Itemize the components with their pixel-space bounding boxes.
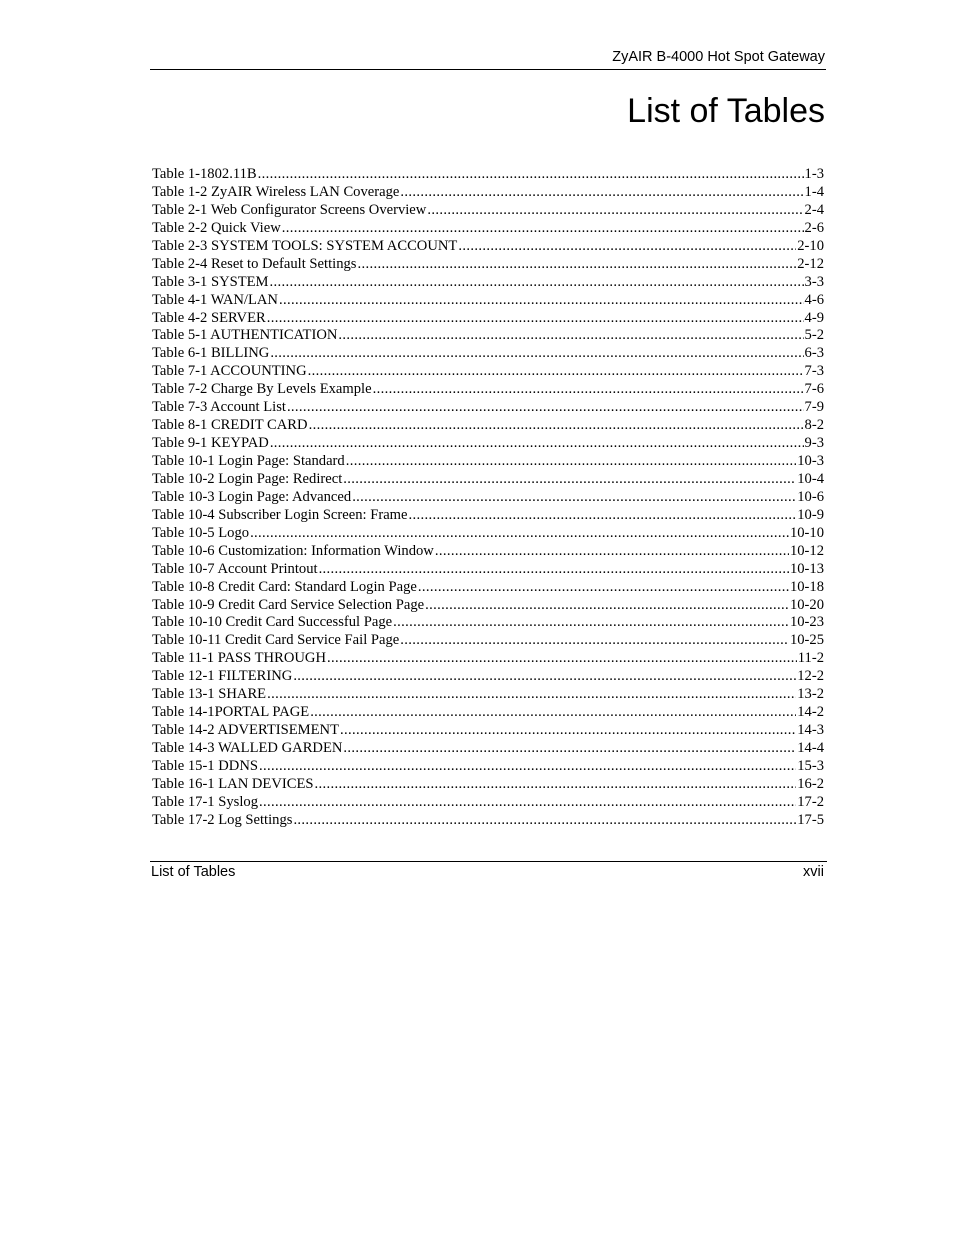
- dot-leader: [270, 435, 804, 453]
- toc-entry-label: Table 17-2 Log Settings: [152, 811, 293, 828]
- footer-section-name: List of Tables: [151, 864, 236, 880]
- toc-entry-label: Table 11-1 PASS THROUGH: [152, 650, 326, 667]
- toc-entry[interactable]: [152, 632, 824, 650]
- toc-entry[interactable]: [152, 399, 824, 417]
- toc-entry[interactable]: [152, 166, 824, 184]
- toc-entry[interactable]: [152, 668, 824, 686]
- toc-entry[interactable]: [152, 597, 824, 615]
- toc-entry[interactable]: [152, 256, 824, 274]
- dot-leader: [282, 220, 804, 238]
- toc-entry-label: Table 6-1 BILLING: [152, 345, 270, 362]
- toc-entry-page: 8-2: [804, 417, 824, 434]
- toc-entry-page: 10-13: [789, 560, 824, 577]
- toc-entry-page: 16-2: [797, 775, 824, 792]
- toc-entry-page: 1-3: [804, 166, 824, 182]
- toc-entry[interactable]: [152, 435, 824, 453]
- toc-entry-label: Table 2-2 Quick View: [152, 219, 281, 236]
- dot-leader: [458, 238, 796, 256]
- dot-leader: [400, 632, 789, 650]
- toc-entry[interactable]: [152, 363, 824, 381]
- toc-entry-label: Table 2-4 Reset to Default Settings: [152, 255, 357, 272]
- toc-entry[interactable]: [152, 722, 824, 740]
- toc-entry-label: Table 7-3 Account List: [152, 399, 286, 416]
- toc-entry-label: Table 10-5 Logo: [152, 524, 250, 541]
- toc-entry[interactable]: [152, 417, 824, 435]
- dot-leader: [310, 704, 796, 722]
- toc-entry[interactable]: [152, 220, 824, 238]
- toc-entry-label: Table 4-1 WAN/LAN: [152, 291, 278, 308]
- toc-entry-page: 10-10: [789, 524, 824, 541]
- toc-entry-page: 2-12: [797, 255, 824, 272]
- dot-leader: [352, 489, 796, 507]
- dot-leader: [435, 543, 789, 561]
- toc-entry-page: 4-9: [804, 309, 824, 326]
- page-title: List of Tables: [627, 92, 825, 130]
- toc-entry-page: 11-2: [797, 650, 824, 667]
- toc-entry-label: Table 14-2 ADVERTISEMENT: [152, 722, 339, 739]
- toc-entry-label: Table 10-9 Credit Card Service Selection Page: [152, 596, 425, 613]
- dot-leader: [338, 327, 803, 345]
- toc-entry[interactable]: [152, 507, 824, 525]
- toc-entry-page: 14-4: [797, 740, 824, 756]
- toc-entry-label: Table 10-7 Account Printout: [152, 560, 318, 577]
- toc-entry-label: Table 16-1 LAN DEVICES: [152, 775, 314, 792]
- toc-entry[interactable]: [152, 579, 824, 597]
- dot-leader: [270, 345, 803, 363]
- dot-leader: [373, 381, 804, 399]
- dot-leader: [309, 417, 804, 435]
- toc-entry-page: 13-2: [797, 686, 824, 703]
- dot-leader: [259, 758, 796, 776]
- toc-entry[interactable]: [152, 614, 824, 632]
- dot-leader: [343, 471, 796, 489]
- toc-entry[interactable]: [152, 776, 824, 794]
- dot-leader: [319, 561, 789, 579]
- toc-entry-label: Table 9-1 KEYPAD: [152, 435, 269, 452]
- dot-leader: [357, 256, 796, 274]
- toc-entry-label: Table 10-10 Credit Card Successful Page: [152, 614, 393, 631]
- toc-entry-label: Table 2-1 Web Configurator Screens Overview: [152, 201, 427, 218]
- dot-leader: [287, 399, 804, 417]
- toc-entry-page: 15-3: [797, 757, 824, 774]
- dot-leader: [293, 812, 796, 830]
- dot-leader: [270, 274, 804, 292]
- toc-entry-page: 5-2: [804, 327, 824, 344]
- toc-entry-label: Table 10-3 Login Page: Advanced: [152, 488, 352, 505]
- toc-entry-label: Table 10-4 Subscriber Login Screen: Frame: [152, 506, 408, 523]
- toc-entry[interactable]: [152, 794, 824, 812]
- dot-leader: [340, 722, 796, 740]
- toc-entry[interactable]: [152, 812, 824, 830]
- dot-leader: [393, 614, 789, 632]
- toc-entry-page: 17-2: [797, 793, 824, 810]
- toc-entry[interactable]: [152, 543, 824, 561]
- dot-leader: [267, 310, 804, 328]
- toc-entry-label: Table 7-1 ACCOUNTING: [152, 363, 307, 380]
- toc-entry-page: 10-9: [797, 506, 824, 523]
- toc-entry-label: Table 4-2 SERVER: [152, 309, 266, 326]
- toc-entry[interactable]: [152, 274, 824, 292]
- toc-entry[interactable]: [152, 310, 824, 328]
- toc-entry[interactable]: [152, 327, 824, 345]
- toc-entry-page: 14-3: [797, 722, 824, 739]
- toc-entry-page: 1-4: [804, 183, 824, 200]
- toc-entry-label: Table 14-3 WALLED GARDEN: [152, 740, 343, 756]
- dot-leader: [279, 292, 804, 310]
- toc-entry-label: Table 3-1 SYSTEM: [152, 273, 269, 290]
- toc-entry-label: Table 10-6 Customization: Information Window: [152, 542, 434, 559]
- toc-entry-label: Table 8-1 CREDIT CARD: [152, 417, 308, 434]
- toc-entry-page: 7-9: [804, 399, 824, 416]
- toc-entry-label: Table 15-1 DDNS: [152, 757, 258, 774]
- toc-entry-label: Table 10-1 Login Page: Standard: [152, 453, 345, 469]
- toc-entry-page: 10-25: [789, 632, 824, 649]
- dot-leader: [346, 453, 797, 471]
- toc-entry-page: 12-2: [797, 668, 824, 685]
- toc-entry-page: 10-12: [789, 542, 824, 559]
- toc-entry-page: 10-4: [797, 470, 824, 487]
- toc-entry-label: Table 10-2 Login Page: Redirect: [152, 470, 343, 487]
- toc-entry-page: 2-10: [797, 237, 824, 254]
- toc-entry[interactable]: [152, 740, 824, 758]
- dot-leader: [258, 166, 804, 184]
- toc-entry-page: 10-6: [797, 488, 824, 505]
- toc-entry-label: Table 12-1 FILTERING: [152, 668, 293, 685]
- toc-entry[interactable]: [152, 184, 824, 202]
- toc-entry-page: 17-5: [797, 811, 824, 828]
- dot-leader: [259, 794, 796, 812]
- toc-entry[interactable]: [152, 238, 824, 256]
- dot-leader: [308, 363, 804, 381]
- dot-leader: [267, 686, 796, 704]
- toc-entry-label: Table 17-1 Syslog: [152, 793, 258, 810]
- toc-entry[interactable]: [152, 489, 824, 507]
- toc-entry-page: 7-6: [804, 381, 824, 398]
- toc-entry-page: 3-3: [804, 273, 824, 290]
- toc-entry[interactable]: [152, 686, 824, 704]
- dot-leader: [293, 668, 796, 686]
- toc-entry-label: Table 7-2 Charge By Levels Example: [152, 381, 372, 398]
- toc-entry-label: Table 14-1PORTAL PAGE: [152, 704, 310, 721]
- header-product-name: ZyAIR B-4000 Hot Spot Gateway: [612, 49, 825, 65]
- footer-divider: [150, 861, 827, 862]
- toc-entry[interactable]: [152, 471, 824, 489]
- toc-entry-page: 2-6: [804, 219, 824, 236]
- toc-entry-page: 2-4: [804, 201, 824, 218]
- dot-leader: [343, 740, 796, 758]
- toc-entry-page: 10-18: [789, 578, 824, 595]
- list-of-tables: [152, 166, 824, 830]
- toc-entry-page: 9-3: [804, 435, 824, 452]
- toc-entry-label: Table 5-1 AUTHENTICATION: [152, 327, 338, 344]
- toc-entry[interactable]: [152, 202, 824, 220]
- toc-entry-page: 10-3: [797, 453, 824, 469]
- toc-entry[interactable]: [152, 345, 824, 363]
- toc-entry-page: 10-20: [789, 596, 824, 613]
- dot-leader: [327, 650, 797, 668]
- dot-leader: [418, 579, 789, 597]
- toc-entry[interactable]: [152, 758, 824, 776]
- dot-leader: [425, 597, 789, 615]
- toc-entry[interactable]: [152, 525, 824, 543]
- toc-entry[interactable]: [152, 453, 824, 471]
- dot-leader: [409, 507, 797, 525]
- toc-entry-label: Table 10-11 Credit Card Service Fail Page: [152, 632, 400, 649]
- dot-leader: [427, 202, 803, 220]
- toc-entry[interactable]: [152, 561, 824, 579]
- toc-entry-page: 10-23: [789, 614, 824, 631]
- toc-entry-label: Table 2-3 SYSTEM TOOLS: SYSTEM ACCOUNT: [152, 237, 458, 254]
- toc-entry[interactable]: [152, 704, 824, 722]
- dot-leader: [250, 525, 789, 543]
- dot-leader: [400, 184, 803, 202]
- toc-entry-page: 4-6: [804, 291, 824, 308]
- toc-entry-page: 14-2: [797, 704, 824, 721]
- header-divider: [150, 69, 826, 70]
- dot-leader: [315, 776, 797, 794]
- toc-entry-label: Table 1-2 ZyAIR Wireless LAN Coverage: [152, 183, 400, 200]
- footer-page-number: xvii: [803, 864, 824, 880]
- toc-entry-label: Table 10-8 Credit Card: Standard Login Page: [152, 578, 417, 595]
- toc-entry[interactable]: [152, 292, 824, 310]
- toc-entry[interactable]: [152, 381, 824, 399]
- toc-entry-label: Table 13-1 SHARE: [152, 686, 267, 703]
- toc-entry[interactable]: [152, 650, 824, 668]
- toc-entry-page: 6-3: [804, 345, 824, 362]
- toc-entry-page: 7-3: [804, 363, 824, 380]
- toc-entry-label: Table 1-1802.11B: [152, 166, 257, 182]
